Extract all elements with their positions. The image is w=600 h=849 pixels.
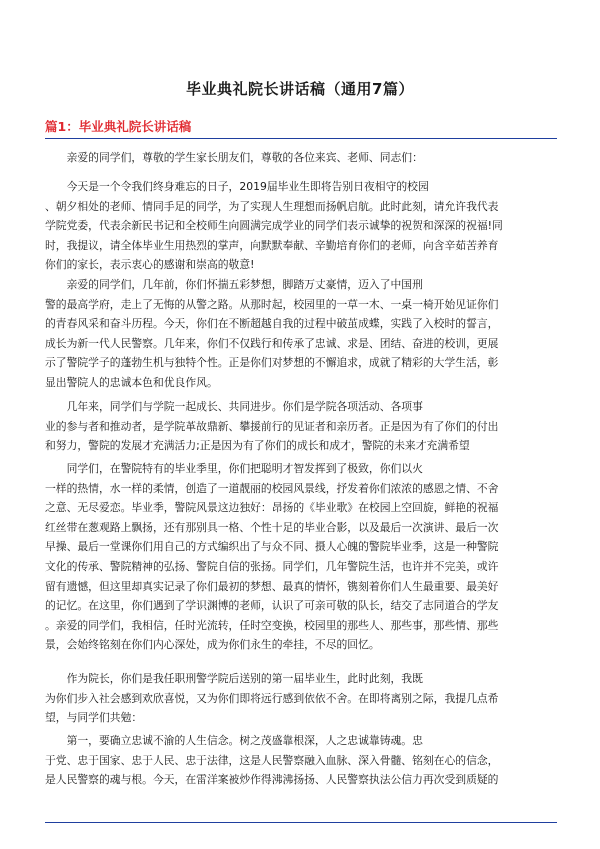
paragraph-dean-hopes xyxy=(45,669,557,728)
document-title: 毕业典礼院长讲话稿（通用7篇） xyxy=(186,80,414,98)
text-line: 的记忆。在这里，你们遇到了学识渊博的老师，认识了可亲可敬的队长，结交了志同道合的学友 xyxy=(45,599,499,613)
text-line: 。亲爱的同学们，我相信，任时光流转，任时空变换，校园里的那些人、那些事，那些情、那些 xyxy=(45,618,499,632)
text-line: 第一，要确立忠诚不渝的人生信念。树之茂盛靠根深，人之忠诚靠铸魂。忠 xyxy=(45,734,423,747)
text-line: 一样的热情，水一样的柔情，创造了一道靓丽的校园风景线，抒发着你们浓浓的感恩之情、不舍 xyxy=(45,481,499,495)
paragraph-first-point xyxy=(45,731,557,790)
paragraph-intro xyxy=(45,177,557,275)
text-line: 红丝带在葱观路上飘扬，还有那别具一格、个性十足的毕业合影，以及最后一次演讲、最后一次 xyxy=(45,520,499,534)
page-footer-rule xyxy=(45,822,557,823)
text-line: 业的参与者和推动者，是学院革故鼎新、攀援前行的见证者和亲历者。正是因为有了你们的付出 xyxy=(45,419,499,433)
text-line: 你们的家长，表示衷心的感谢和崇高的敬意! xyxy=(45,258,255,272)
section-heading: 篇1：毕业典礼院长讲话稿 xyxy=(45,119,192,134)
paragraph-growth xyxy=(45,397,557,456)
paragraph-years-ago xyxy=(45,275,557,393)
text-line: 警的最高学府，走上了无悔的从警之路。从那时起，校园里的一草一木、一桌一椅开始见证你们 xyxy=(45,297,499,311)
text-line: 为你们步入社会感到欢欣喜悦，又为你们即将远行感到依依不舍。在即将离别之际，我提几点希 xyxy=(45,691,499,705)
text-line: 示了警院学子的蓬勃生机与独特个性。正是你们对梦想的不懈追求，成就了精彩的大学生活，彰 xyxy=(45,356,499,370)
text-line: 作为院长，你们是我任职刑警学院后送别的第一届毕业生，此时此刻，我既 xyxy=(45,672,423,685)
text-line: 是人民警察的魂与根。今天，在雷洋案被炒作得沸沸扬扬、人民警察执法公信力再次受到质疑的 xyxy=(45,773,499,787)
text-line: 显出警院人的忠诚本色和优良作风。 xyxy=(45,375,218,389)
text-line: 景，会始终铭刻在你们内心深处，成为你们永生的牵挂，不尽的回忆。 xyxy=(45,638,380,652)
text-line: 今天是一个令我们终身难忘的日子，2019届毕业生即将告别日夜相守的校园 xyxy=(45,180,429,193)
text-line: 早操、最后一堂课你们用自己的方式编织出了与众不同、摄人心魄的警院毕业季，这是一种警院 xyxy=(45,540,499,554)
text-line: 于党、忠于国家、忠于人民、忠于法律，这是人民警察融入血脉、深入骨髓、铭刻在心的信念， xyxy=(45,753,499,767)
text-line: 文化的传承、警院精神的弘扬、警院自信的张扬。同学们，几年警院生活，也许并不完美，或许 xyxy=(45,559,499,573)
text-line: 和努力，警院的发展才充满活力;正是因为有了你们的成长和成才，警院的未来才充满希望 xyxy=(45,439,470,453)
text-line: 的青春风采和奋斗历程。今天，你们在不断超越自我的过程中破茧成蝶，实践了入校时的誓言， xyxy=(45,317,499,331)
text-line: 留有遗憾，但这里却真实记录了你们最初的梦想、最真的情怀，镌刻着你们人生最重要、最美好 xyxy=(45,579,499,593)
paragraph-graduation-season xyxy=(45,459,557,655)
text-line: 亲爱的同学们，尊敬的学生家长朋友们，尊敬的各位来宾、老师、同志们： xyxy=(45,151,423,164)
text-line: 同学们，在警院特有的毕业季里，你们把聪明才智发挥到了极致，你们以火 xyxy=(45,462,423,475)
text-line: 望，与同学们共勉： xyxy=(45,711,143,725)
paragraph-greeting xyxy=(45,148,557,168)
text-line: 学院党委，代表余新民书记和全校师生向圆满完成学业的同学们表示诚挚的祝贺和深深的祝福!同 xyxy=(45,219,503,233)
text-line: 成长为新一代人民警察。几年来，你们不仅践行和传承了忠诚、求是、团结、奋进的校训，更展 xyxy=(45,336,499,350)
text-line: 时，我提议，请全体毕业生用热烈的掌声，向默默奉献、辛勤培育你们的老师，向含辛茹苦养育 xyxy=(45,238,499,252)
text-line: 亲爱的同学们，几年前，你们怀揣五彩梦想，脚踏万丈豪情，迈入了中国刑 xyxy=(45,278,423,291)
section-divider xyxy=(45,138,557,139)
text-line: 之意、无尽爱恋。毕业季，警院风景这边独好：昂扬的《毕业歌》在校园上空回旋，鲜艳的祝福 xyxy=(45,501,499,515)
text-line: 、朝夕相处的老师、情同手足的同学，为了实现人生理想而扬帆启航。此时此刻，请允许我代表 xyxy=(45,199,499,213)
text-line: 几年来，同学们与学院一起成长、共同进步。你们是学院各项活动、各项事 xyxy=(45,400,423,413)
